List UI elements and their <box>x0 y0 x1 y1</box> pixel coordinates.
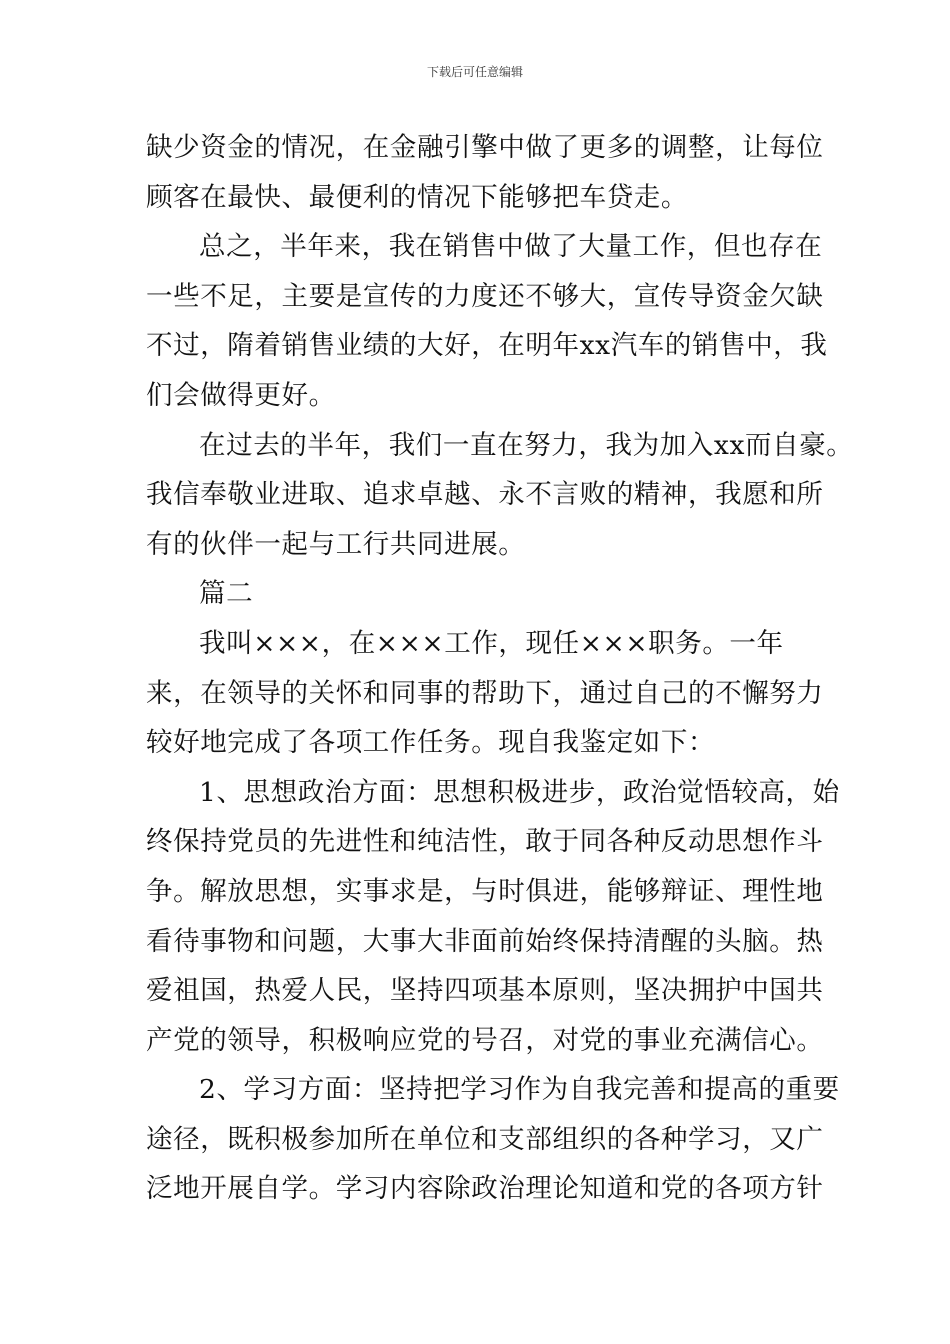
document-body <box>146 123 854 1214</box>
text-line: 较好地完成了各项工作任务。现自我鉴定如下： <box>146 727 716 759</box>
text-line: 终保持党员的先进性和纯洁性，敢于同各种反动思想作斗 <box>146 826 824 858</box>
text-line: 顾客在最快、最便利的情况下能够把车贷走。 <box>146 181 688 213</box>
text-line: 我信奉敬业进取、追求卓越、永不言败的精神，我愿和所 <box>146 479 824 511</box>
text-line: 争。解放思想，实事求是，与时俱进，能够辩证、理性地 <box>146 875 824 907</box>
text-line: 来，在领导的关怀和同事的帮助下，通过自己的不懈努力 <box>146 677 824 709</box>
text-line: 2、学习方面：坚持把学习作为自我完善和提高的重要 <box>199 1074 840 1106</box>
text-line: 看待事物和问题，大事大非面前始终保持清醒的头脑。热 <box>146 925 824 957</box>
text-line: 我叫×××，在×××工作，现任×××职务。一年 <box>199 627 784 659</box>
text-line: 途径，既积极参加所在单位和支部组织的各种学习，又广 <box>146 1123 824 1155</box>
page-header: 下载后可任意编辑 <box>426 65 523 79</box>
text-line: 1、思想政治方面：思想积极进步，政治觉悟较高，始 <box>199 776 840 808</box>
text-line: 不过，隋着销售业绩的大好，在明年xx汽车的销售中，我 <box>146 330 828 362</box>
text-line: 们会做得更好。 <box>146 379 336 411</box>
text-line: 产党的领导，积极响应党的号召，对党的事业充满信心。 <box>146 1024 824 1056</box>
text-line: 缺少资金的情况，在金融引擎中做了更多的调整，让每位 <box>146 132 824 163</box>
text-line: 篇二 <box>199 578 254 610</box>
text-line: 泛地开展自学。学习内容除政治理论知道和党的各项方针 <box>146 1173 824 1205</box>
text-line: 爱祖国，热爱人民，坚持四项基本原则，坚决拥护中国共 <box>146 975 824 1007</box>
text-line: 一些不足，主要是宣传的力度还不够大，宣传导资金欠缺 <box>146 280 824 312</box>
text-line: 总之，半年来，我在销售中做了大量工作，但也存在 <box>199 231 823 263</box>
text-line: 在过去的半年，我们一直在努力，我为加入xx而自豪。 <box>199 429 854 461</box>
text-line: 有的伙伴一起与工行共同进展。 <box>146 528 526 560</box>
